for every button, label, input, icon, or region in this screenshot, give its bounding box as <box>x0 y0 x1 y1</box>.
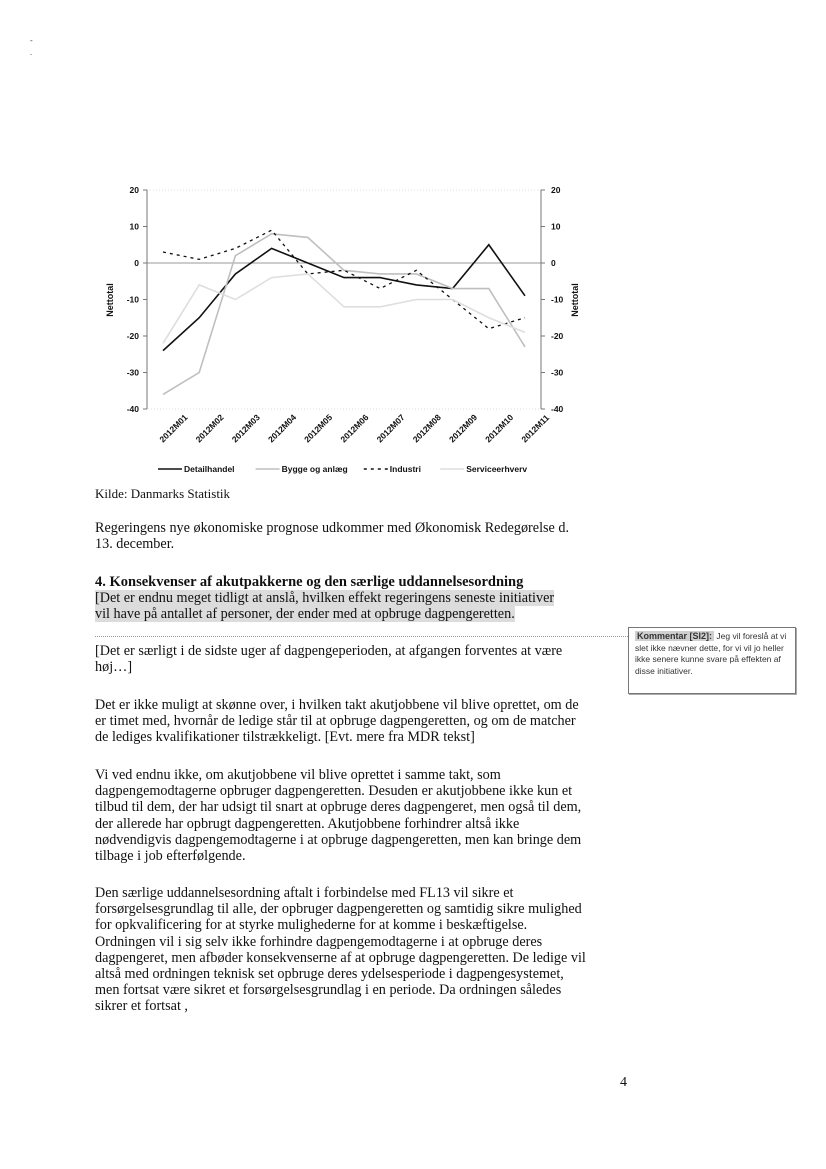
legend-label-1: Bygge og anlæg <box>281 464 348 474</box>
margin-marks: - . <box>30 36 33 57</box>
x-tick-label: 2012M08 <box>410 412 443 445</box>
section-heading: 4. Konsekvenser af akutpakkerne og den særlige uddannelsesordning <box>95 574 524 590</box>
x-tick-label: 2012M05 <box>302 412 335 445</box>
y-tick-label-right: 10 <box>551 221 561 232</box>
highlight-line-2: vil have på antallet af personer, der ender med at opbruge dagpengeretten. <box>95 606 515 623</box>
y-tick-label-right: -20 <box>551 331 564 341</box>
y-tick-label-left: -40 <box>126 404 139 414</box>
x-tick-label: 2012M02 <box>193 412 226 445</box>
comment-connector <box>95 636 628 637</box>
y-tick-label-right: -40 <box>551 404 564 414</box>
highlighted-text <box>95 590 590 622</box>
review-comment[interactable] <box>628 627 796 694</box>
line-chart <box>95 180 580 480</box>
paragraph-akutjob-2: Vi ved endnu ikke, om akutjobbene vil blive oprettet i samme takt, som dagpengemodtagerne opbruger dagpengeretten. Desuden er akutjobbene ikke kun et tilbud til dem, der har udsigt til snart at opbruge deres dagpengeret, men også til dem, der allerede har opbrugt dagpengeretten. Akutjobbene forhindrer altså ikke nødvendigvis dagpengemodtagerne i at opbruge dagpengeretten, men kan bringe dem tilbage i job efterfølgende. <box>95 767 582 865</box>
plot-frame <box>147 190 541 409</box>
comment-text: Jeg vil foreslå at vi slet ikke nævner dette, for vi vil jo heller ikke senere kunne svare på effekten af disse initiativer. <box>635 631 787 676</box>
x-tick-labels <box>157 412 551 444</box>
x-tick-label: 2012M01 <box>157 412 190 445</box>
comment-label: Kommentar [SI2]: <box>637 631 713 641</box>
paragraph-prognose: Regeringens nye økonomiske prognose udkommer med Økonomisk Redegørelse d. 13. december. <box>95 520 570 553</box>
y-tick-label-left: 10 <box>129 221 139 232</box>
series-line-0 <box>163 245 525 351</box>
paragraph-akutjob-1: Det er ikke muligt at skønne over, i hvilken takt akutjobbene vil blive oprettet, om de er timet med, hvornår de ledige står til at opbruge dagpengeretten, og om de matcher de lediges kvalifikationer tilstrækkeligt. [Evt. mere fra MDR tekst] <box>95 697 579 746</box>
y-axes <box>127 185 564 414</box>
y-tick-label-right: 0 <box>551 258 556 268</box>
chart-source: Kilde: Danmarks Statistik <box>95 486 231 501</box>
paragraph-uddannelse: Den særlige uddannelsesordning aftalt i forbindelse med FL13 vil sikre et forsørgelsesgrundlag til alle, der opbruger dagpengeretten og samtidig sikre mulighed for opkvalificering for at styrke mulighederne for at komme i beskæftigelse. Ordningen vil i sig selv ikke forhindre dagpengemodtagerne i at opbruge deres dagpengeret, men afbøder konsekvenserne af at opbruge dagpengeretten. De ledige vil altså med ordningen teknisk set opbruge deres ydelsesperiode i dagpengesystemet, men fortsat være sikret et forsørgelsesgrundlag i en periode. Da ordningen således sikrer et fortsat , <box>95 885 586 1015</box>
chart-legend <box>158 464 527 474</box>
chart-grid <box>147 190 541 409</box>
series-line-3 <box>163 274 525 343</box>
y-tick-label-right: 20 <box>551 185 561 195</box>
y-tick-label-left: 20 <box>129 185 139 195</box>
y-tick-label-right: -30 <box>551 367 564 378</box>
x-tick-label: 2012M07 <box>374 412 407 445</box>
y-axis-label-right: Nettotal <box>570 283 580 317</box>
legend-label-2: Industri <box>389 464 421 474</box>
legend-label-3: Serviceerhverv <box>466 464 528 474</box>
x-tick-label: 2012M11 <box>519 412 552 445</box>
x-tick-label: 2012M09 <box>446 412 480 445</box>
page-number: 4 <box>620 1075 627 1090</box>
chart-lines <box>163 230 525 394</box>
y-tick-label-left: 0 <box>134 258 139 268</box>
x-tick-label: 2012M03 <box>229 412 262 445</box>
x-tick-label: 2012M06 <box>338 412 371 445</box>
legend-label-0: Detailhandel <box>184 464 235 474</box>
paragraph-afgang: [Det er særligt i de sidste uger af dagpengeperioden, at afgangen forventes at være høj…] <box>95 643 563 676</box>
y-tick-label-right: -10 <box>551 294 564 305</box>
y-axis-label-left: Nettotal <box>105 283 115 317</box>
x-tick-label: 2012M10 <box>483 412 516 445</box>
y-tick-label-left: -30 <box>126 367 139 378</box>
y-tick-label-left: -10 <box>126 294 139 305</box>
highlight-line-1: [Det er endnu meget tidligt at anslå, hvilken effekt regeringens seneste initiativer <box>95 590 555 606</box>
y-tick-label-left: -20 <box>126 331 139 341</box>
x-tick-label: 2012M04 <box>265 412 299 445</box>
